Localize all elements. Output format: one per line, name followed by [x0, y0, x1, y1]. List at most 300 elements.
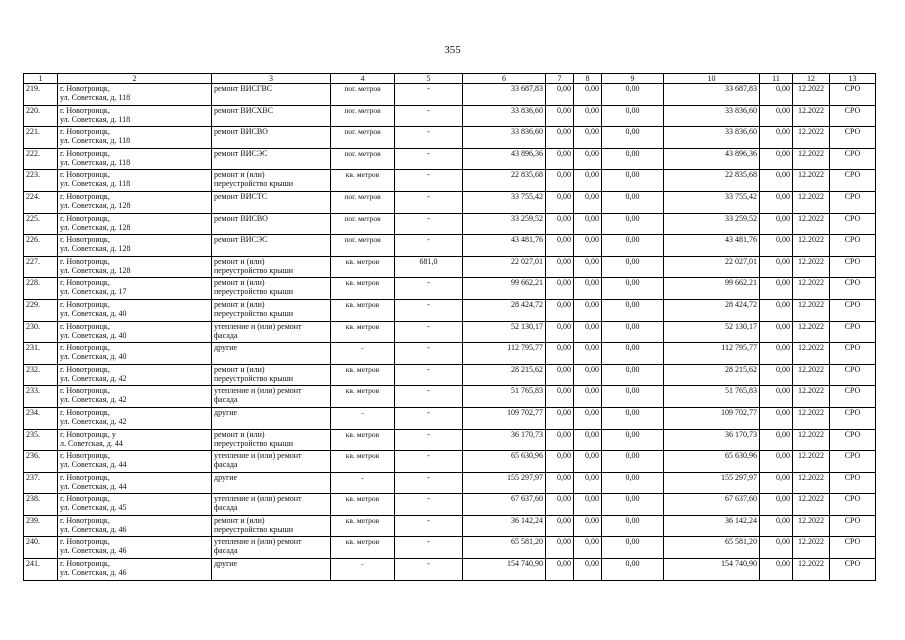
col8-cell: 0,00: [574, 278, 602, 300]
address-line-1: г. Новотроицк,: [60, 364, 110, 374]
source-cell: СРО: [830, 235, 876, 257]
col8-cell: 0,00: [574, 84, 602, 106]
address-cell: [58, 343, 212, 365]
column-header: 6: [463, 74, 546, 84]
unit-cell: пог. метров: [331, 105, 395, 127]
work-type-line-1: утепление и (или) ремонт: [214, 386, 302, 396]
col7-cell: 0,00: [546, 343, 574, 365]
address-line-2: ул. Советская, д. 42: [60, 373, 127, 383]
address-cell: [58, 559, 212, 581]
col7-cell: 0,00: [546, 559, 574, 581]
work-type-cell: [212, 127, 331, 149]
work-type-cell: [212, 299, 331, 321]
col7-cell: 0,00: [546, 299, 574, 321]
registry-table: [23, 73, 876, 581]
address-line-2: ул. Советская, д. 40: [60, 308, 127, 318]
work-type-cell: [212, 84, 331, 106]
col7-cell: 0,00: [546, 515, 574, 537]
total-cost-cell: 28 424,72: [463, 299, 546, 321]
work-type-cell: [212, 494, 331, 516]
table-header: [24, 74, 876, 84]
work-type-cell: [212, 148, 331, 170]
col11-cell: 0,00: [760, 84, 793, 106]
work-type-line-2: фасада: [214, 546, 238, 556]
col10-cell: 28 424,72: [664, 299, 760, 321]
address-line-2: ул. Советская, д. 40: [60, 330, 127, 340]
volume-cell: -: [395, 451, 463, 473]
address-line-2: ул. Советская, д. 128: [60, 200, 131, 210]
col7-cell: 0,00: [546, 235, 574, 257]
work-type-cell: [212, 105, 331, 127]
table-row: [24, 170, 876, 192]
col9-cell: 0,00: [602, 213, 664, 235]
total-cost-cell: 51 765,83: [463, 386, 546, 408]
col8-cell: 0,00: [574, 299, 602, 321]
col9-cell: 0,00: [602, 559, 664, 581]
col7-cell: 0,00: [546, 191, 574, 213]
work-type-line-1: ремонт и (или): [214, 515, 265, 525]
address-line-1: г. Новотроицк,: [60, 407, 110, 417]
col7-cell: 0,00: [546, 84, 574, 106]
work-type-line-2: переустройство крыши: [214, 373, 294, 383]
work-type-cell: [212, 364, 331, 386]
column-header: 2: [58, 74, 212, 84]
address-line-1: г. Новотроицк,: [60, 105, 110, 115]
col8-cell: 0,00: [574, 191, 602, 213]
source-cell: СРО: [830, 537, 876, 559]
row-number-cell: 232.: [24, 364, 58, 386]
volume-cell: -: [395, 537, 463, 559]
work-type-cell: [212, 321, 331, 343]
work-type-line-1: ремонт ВИСГВС: [214, 84, 273, 93]
address-line-1: г. Новотроицк,: [60, 278, 110, 288]
work-type-line-1: ремонт и (или): [214, 278, 265, 288]
unit-cell: -: [331, 407, 395, 429]
source-cell: СРО: [830, 364, 876, 386]
source-cell: СРО: [830, 386, 876, 408]
col10-cell: 109 702,77: [664, 407, 760, 429]
col10-cell: 22 027,01: [664, 256, 760, 278]
col7-cell: 0,00: [546, 451, 574, 473]
col10-cell: 43 896,36: [664, 148, 760, 170]
col8-cell: 0,00: [574, 343, 602, 365]
col11-cell: 0,00: [760, 407, 793, 429]
address-line-1: г. Новотроицк,: [60, 494, 110, 504]
work-type-cell: [212, 213, 331, 235]
unit-cell: кв. метров: [331, 515, 395, 537]
address-cell: [58, 407, 212, 429]
address-cell: [58, 127, 212, 149]
total-cost-cell: 154 740,90: [463, 559, 546, 581]
address-line-1: г. Новотроицк,: [60, 343, 110, 353]
table-row: [24, 451, 876, 473]
col9-cell: 0,00: [602, 407, 664, 429]
col10-cell: 28 215,62: [664, 364, 760, 386]
col11-cell: 0,00: [760, 472, 793, 494]
work-type-line-1: ремонт и (или): [214, 364, 265, 374]
table-row: [24, 364, 876, 386]
source-cell: СРО: [830, 213, 876, 235]
address-line-1: г. Новотроицк,: [60, 451, 110, 461]
total-cost-cell: 155 297,97: [463, 472, 546, 494]
col8-cell: 0,00: [574, 321, 602, 343]
work-type-line-2: фасада: [214, 330, 238, 340]
address-line-2: ул. Советская, д. 118: [60, 136, 131, 146]
deadline-cell: 12.2022: [793, 472, 830, 494]
total-cost-cell: 33 836,60: [463, 105, 546, 127]
unit-cell: кв. метров: [331, 494, 395, 516]
address-line-1: г. Новотроицк,: [60, 213, 110, 223]
volume-cell: -: [395, 84, 463, 106]
work-type-line-1: утепление и (или) ремонт: [214, 494, 302, 504]
row-number-cell: 235.: [24, 429, 58, 451]
col10-cell: 65 630,96: [664, 451, 760, 473]
total-cost-cell: 22 835,68: [463, 170, 546, 192]
col11-cell: 0,00: [760, 256, 793, 278]
col7-cell: 0,00: [546, 321, 574, 343]
row-number-cell: 222.: [24, 148, 58, 170]
address-cell: [58, 235, 212, 257]
address-line-1: г. Новотроицк,: [60, 191, 110, 201]
col11-cell: 0,00: [760, 105, 793, 127]
work-type-line-2: фасада: [214, 395, 238, 405]
col10-cell: 99 662,21: [664, 278, 760, 300]
col7-cell: 0,00: [546, 364, 574, 386]
table-body: [24, 84, 876, 581]
source-cell: СРО: [830, 321, 876, 343]
col10-cell: 33 836,60: [664, 127, 760, 149]
deadline-cell: 12.2022: [793, 343, 830, 365]
address-cell: [58, 321, 212, 343]
col7-cell: 0,00: [546, 213, 574, 235]
work-type-line-1: утепление и (или) ремонт: [214, 451, 302, 461]
work-type-cell: [212, 472, 331, 494]
column-header: 8: [574, 74, 602, 84]
col8-cell: 0,00: [574, 235, 602, 257]
address-line-2: ул. Советская, д. 118: [60, 179, 131, 189]
column-header: 5: [395, 74, 463, 84]
total-cost-cell: 33 259,52: [463, 213, 546, 235]
col8-cell: 0,00: [574, 256, 602, 278]
col11-cell: 0,00: [760, 515, 793, 537]
col11-cell: 0,00: [760, 386, 793, 408]
work-type-line-2: переустройство крыши: [214, 524, 294, 534]
address-cell: [58, 386, 212, 408]
table-row: [24, 494, 876, 516]
col11-cell: 0,00: [760, 148, 793, 170]
address-cell: [58, 472, 212, 494]
total-cost-cell: 28 215,62: [463, 364, 546, 386]
col8-cell: 0,00: [574, 515, 602, 537]
col10-cell: 52 130,17: [664, 321, 760, 343]
unit-cell: кв. метров: [331, 429, 395, 451]
column-header: 1: [24, 74, 58, 84]
deadline-cell: 12.2022: [793, 235, 830, 257]
address-line-2: л. Советская, д. 44: [60, 438, 123, 448]
table-row: [24, 472, 876, 494]
address-cell: [58, 213, 212, 235]
address-line-1: г. Новотроицк,: [60, 386, 110, 396]
deadline-cell: 12.2022: [793, 84, 830, 106]
col7-cell: 0,00: [546, 256, 574, 278]
col11-cell: 0,00: [760, 299, 793, 321]
volume-cell: -: [395, 407, 463, 429]
address-cell: [58, 537, 212, 559]
unit-cell: кв. метров: [331, 537, 395, 559]
work-type-cell: [212, 515, 331, 537]
work-type-cell: [212, 429, 331, 451]
work-type-cell: [212, 407, 331, 429]
col9-cell: 0,00: [602, 343, 664, 365]
address-line-2: ул. Советская, д. 46: [60, 546, 127, 556]
col9-cell: 0,00: [602, 105, 664, 127]
volume-cell: -: [395, 235, 463, 257]
col10-cell: 33 687,83: [664, 84, 760, 106]
col10-cell: 22 835,68: [664, 170, 760, 192]
deadline-cell: 12.2022: [793, 105, 830, 127]
deadline-cell: 12.2022: [793, 559, 830, 581]
address-line-1: г. Новотроицк, у: [60, 429, 116, 439]
work-type-line-1: ремонт ВИСТС: [214, 191, 268, 201]
work-type-line-1: другие: [214, 559, 238, 569]
volume-cell: -: [395, 213, 463, 235]
address-cell: [58, 451, 212, 473]
column-header: 3: [212, 74, 331, 84]
row-number-cell: 231.: [24, 343, 58, 365]
col8-cell: 0,00: [574, 386, 602, 408]
unit-cell: кв. метров: [331, 278, 395, 300]
work-type-line-1: ремонт ВИСВО: [214, 213, 268, 223]
address-cell: [58, 191, 212, 213]
row-number-cell: 236.: [24, 451, 58, 473]
work-type-line-1: ремонт ВИСХВС: [214, 105, 274, 115]
total-cost-cell: 43 896,36: [463, 148, 546, 170]
address-cell: [58, 84, 212, 106]
volume-cell: -: [395, 148, 463, 170]
col9-cell: 0,00: [602, 84, 664, 106]
total-cost-cell: 33 755,42: [463, 191, 546, 213]
work-type-cell: [212, 256, 331, 278]
unit-cell: кв. метров: [331, 321, 395, 343]
table-row: [24, 84, 876, 106]
address-line-2: ул. Советская, д. 128: [60, 265, 131, 275]
work-type-line-1: ремонт и (или): [214, 170, 265, 180]
volume-cell: -: [395, 278, 463, 300]
unit-cell: пог. метров: [331, 148, 395, 170]
col11-cell: 0,00: [760, 213, 793, 235]
address-line-2: ул. Советская, д. 118: [60, 114, 131, 124]
volume-cell: -: [395, 559, 463, 581]
unit-cell: пог. метров: [331, 127, 395, 149]
table-row: [24, 429, 876, 451]
table-row: [24, 256, 876, 278]
work-type-line-1: другие: [214, 407, 238, 417]
row-number-cell: 239.: [24, 515, 58, 537]
work-type-cell: [212, 451, 331, 473]
address-line-2: ул. Советская, д. 45: [60, 503, 127, 513]
col8-cell: 0,00: [574, 472, 602, 494]
address-line-1: г. Новотроицк,: [60, 515, 110, 525]
address-line-2: ул. Советская, д. 17: [60, 287, 127, 297]
table-row: [24, 515, 876, 537]
col8-cell: 0,00: [574, 429, 602, 451]
address-cell: [58, 299, 212, 321]
col10-cell: 154 740,90: [664, 559, 760, 581]
deadline-cell: 12.2022: [793, 494, 830, 516]
col10-cell: 67 637,60: [664, 494, 760, 516]
col9-cell: 0,00: [602, 515, 664, 537]
unit-cell: -: [331, 472, 395, 494]
column-header: 7: [546, 74, 574, 84]
deadline-cell: 12.2022: [793, 537, 830, 559]
col7-cell: 0,00: [546, 472, 574, 494]
total-cost-cell: 36 142,24: [463, 515, 546, 537]
source-cell: СРО: [830, 343, 876, 365]
col8-cell: 0,00: [574, 407, 602, 429]
deadline-cell: 12.2022: [793, 299, 830, 321]
work-type-line-2: переустройство крыши: [214, 287, 294, 297]
volume-cell: -: [395, 364, 463, 386]
row-number-cell: 219.: [24, 84, 58, 106]
address-line-2: ул. Советская, д. 46: [60, 524, 127, 534]
address-line-1: г. Новотроицк,: [60, 235, 110, 245]
row-number-cell: 229.: [24, 299, 58, 321]
table-row: [24, 537, 876, 559]
col11-cell: 0,00: [760, 429, 793, 451]
col11-cell: 0,00: [760, 343, 793, 365]
deadline-cell: 12.2022: [793, 191, 830, 213]
column-header: 10: [664, 74, 760, 84]
volume-cell: -: [395, 494, 463, 516]
source-cell: СРО: [830, 451, 876, 473]
col9-cell: 0,00: [602, 386, 664, 408]
total-cost-cell: 22 027,01: [463, 256, 546, 278]
col8-cell: 0,00: [574, 105, 602, 127]
col10-cell: 112 795,77: [664, 343, 760, 365]
address-line-2: ул. Советская, д. 128: [60, 244, 131, 254]
column-header: 12: [793, 74, 830, 84]
col9-cell: 0,00: [602, 494, 664, 516]
work-type-line-1: ремонт ВИСВО: [214, 127, 268, 137]
row-number-cell: 233.: [24, 386, 58, 408]
row-number-cell: 221.: [24, 127, 58, 149]
col11-cell: 0,00: [760, 364, 793, 386]
col10-cell: 33 259,52: [664, 213, 760, 235]
volume-cell: -: [395, 429, 463, 451]
unit-cell: пог. метров: [331, 84, 395, 106]
address-line-2: ул. Советская, д. 46: [60, 568, 127, 578]
col9-cell: 0,00: [602, 321, 664, 343]
table-row: [24, 213, 876, 235]
source-cell: СРО: [830, 148, 876, 170]
row-number-cell: 225.: [24, 213, 58, 235]
column-header: 13: [830, 74, 876, 84]
deadline-cell: 12.2022: [793, 429, 830, 451]
source-cell: СРО: [830, 429, 876, 451]
volume-cell: -: [395, 105, 463, 127]
row-number-cell: 240.: [24, 537, 58, 559]
col9-cell: 0,00: [602, 364, 664, 386]
source-cell: СРО: [830, 191, 876, 213]
row-number-cell: 230.: [24, 321, 58, 343]
header-row: [24, 74, 876, 84]
col9-cell: 0,00: [602, 451, 664, 473]
address-cell: [58, 105, 212, 127]
deadline-cell: 12.2022: [793, 127, 830, 149]
work-type-line-1: ремонт и (или): [214, 429, 265, 439]
row-number-cell: 237.: [24, 472, 58, 494]
col10-cell: 65 581,20: [664, 537, 760, 559]
address-line-2: ул. Советская, д. 44: [60, 460, 127, 470]
volume-cell: -: [395, 472, 463, 494]
col9-cell: 0,00: [602, 148, 664, 170]
row-number-cell: 234.: [24, 407, 58, 429]
col10-cell: 33 836,60: [664, 105, 760, 127]
unit-cell: пог. метров: [331, 191, 395, 213]
address-cell: [58, 278, 212, 300]
col7-cell: 0,00: [546, 386, 574, 408]
col10-cell: 155 297,97: [664, 472, 760, 494]
col11-cell: 0,00: [760, 494, 793, 516]
work-type-line-1: ремонт ВИСЭС: [214, 148, 268, 158]
deadline-cell: 12.2022: [793, 321, 830, 343]
column-header: 11: [760, 74, 793, 84]
address-line-2: ул. Советская, д. 118: [60, 93, 131, 102]
source-cell: СРО: [830, 472, 876, 494]
table-row: [24, 559, 876, 581]
volume-cell: -: [395, 321, 463, 343]
col11-cell: 0,00: [760, 321, 793, 343]
work-type-line-1: утепление и (или) ремонт: [214, 321, 302, 331]
total-cost-cell: 33 687,83: [463, 84, 546, 106]
row-number-cell: 224.: [24, 191, 58, 213]
col8-cell: 0,00: [574, 451, 602, 473]
unit-cell: пог. метров: [331, 235, 395, 257]
work-type-cell: [212, 537, 331, 559]
address-cell: [58, 148, 212, 170]
col8-cell: 0,00: [574, 213, 602, 235]
total-cost-cell: 65 581,20: [463, 537, 546, 559]
deadline-cell: 12.2022: [793, 148, 830, 170]
volume-cell: -: [395, 515, 463, 537]
volume-cell: -: [395, 170, 463, 192]
total-cost-cell: 52 130,17: [463, 321, 546, 343]
deadline-cell: 12.2022: [793, 364, 830, 386]
address-line-1: г. Новотроицк,: [60, 559, 110, 569]
source-cell: СРО: [830, 105, 876, 127]
address-line-2: ул. Советская, д. 40: [60, 352, 127, 362]
row-number-cell: 228.: [24, 278, 58, 300]
source-cell: СРО: [830, 515, 876, 537]
work-type-line-1: другие: [214, 343, 238, 353]
col11-cell: 0,00: [760, 191, 793, 213]
total-cost-cell: 65 630,96: [463, 451, 546, 473]
col8-cell: 0,00: [574, 537, 602, 559]
work-type-cell: [212, 191, 331, 213]
col11-cell: 0,00: [760, 451, 793, 473]
address-line-1: г. Новотроицк,: [60, 148, 110, 158]
work-type-line-1: ремонт и (или): [214, 256, 265, 266]
col7-cell: 0,00: [546, 170, 574, 192]
col9-cell: 0,00: [602, 278, 664, 300]
col7-cell: 0,00: [546, 494, 574, 516]
address-cell: [58, 494, 212, 516]
table-row: [24, 235, 876, 257]
col8-cell: 0,00: [574, 364, 602, 386]
unit-cell: кв. метров: [331, 386, 395, 408]
col10-cell: 43 481,76: [664, 235, 760, 257]
deadline-cell: 12.2022: [793, 386, 830, 408]
